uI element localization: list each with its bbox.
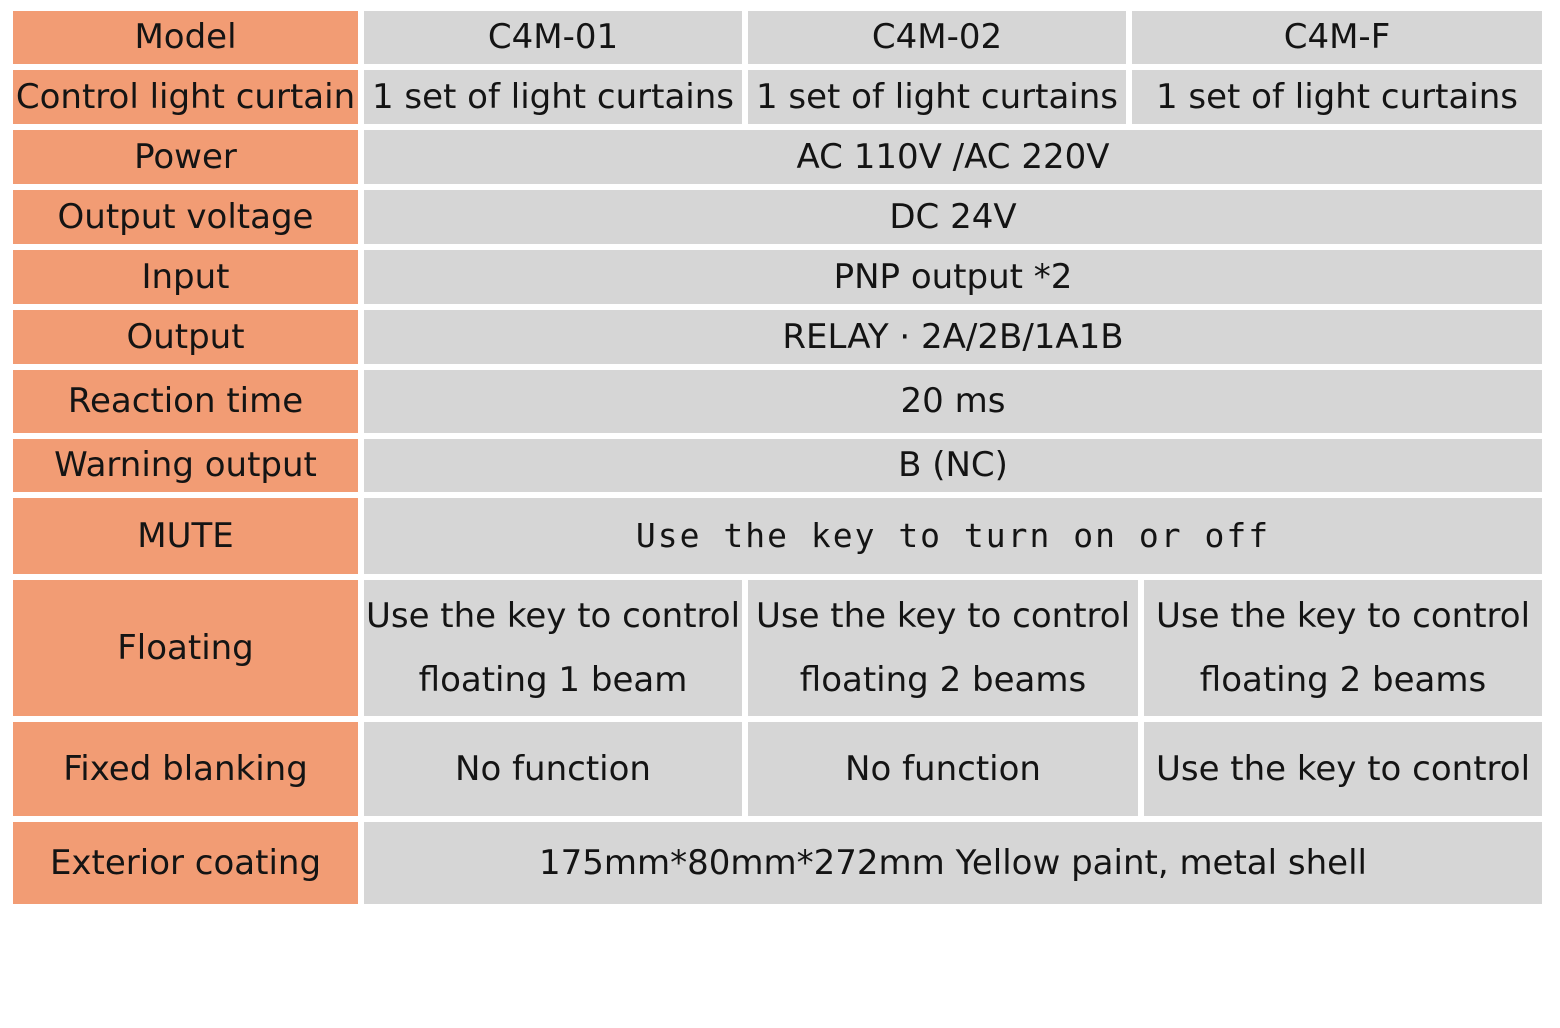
floating-value-3-line1: Use the key to control <box>1155 596 1531 636</box>
output-label <box>13 310 358 364</box>
reaction-time-value <box>364 370 1542 433</box>
power-value <box>364 130 1542 184</box>
fixed-blanking-label-text: Fixed blanking <box>63 748 308 789</box>
model-value-1 <box>364 11 742 64</box>
floating-value-1 <box>364 580 742 716</box>
exterior-coating-value <box>364 822 1542 904</box>
reaction-time-label <box>13 370 358 433</box>
power-label-text: Power <box>134 136 237 177</box>
input-label <box>13 250 358 304</box>
power-value-text: AC 110V /AC 220V <box>796 136 1110 177</box>
fixed-blanking-value-1 <box>364 722 742 816</box>
output-voltage-value <box>364 190 1542 244</box>
model-label-text: Model <box>134 17 237 58</box>
mute-value-text: Use the key to turn on or off <box>635 516 1271 556</box>
model-value-1-text: C4M-01 <box>487 17 619 58</box>
control-value-1 <box>364 70 742 124</box>
model-value-2 <box>748 11 1126 64</box>
input-value <box>364 250 1542 304</box>
fixed-blanking-value-2 <box>748 722 1138 816</box>
fixed-blanking-label <box>13 722 358 816</box>
output-label-text: Output <box>126 316 245 357</box>
control-label <box>13 70 358 124</box>
fixed-blanking-value-2-text: No function <box>845 748 1041 789</box>
control-value-1-text: 1 set of light curtains <box>371 76 735 117</box>
control-value-3-text: 1 set of light curtains <box>1155 76 1519 117</box>
control-value-2 <box>748 70 1126 124</box>
mute-label <box>13 498 358 574</box>
control-label-text: Control light curtain <box>15 76 356 117</box>
output-value-text: RELAY · 2A/2B/1A1B <box>782 316 1124 357</box>
exterior-coating-label-text: Exterior coating <box>49 842 322 883</box>
floating-value-2-line1: Use the key to control <box>755 596 1131 636</box>
warning-output-label-text: Warning output <box>54 445 317 486</box>
floating-value-3 <box>1144 580 1542 716</box>
exterior-coating-value-text: 175mm*80mm*272mm Yellow paint, metal shell <box>539 842 1367 883</box>
input-label-text: Input <box>141 256 230 297</box>
floating-value-1-line2: floating 1 beam <box>418 660 688 700</box>
floating-value-1-line1: Use the key to control <box>365 596 741 636</box>
floating-label <box>13 580 358 716</box>
control-value-2-text: 1 set of light curtains <box>755 76 1119 117</box>
floating-label-text: Floating <box>117 627 254 668</box>
fixed-blanking-value-1-text: No function <box>455 748 651 789</box>
output-voltage-label <box>13 190 358 244</box>
output-voltage-label-text: Output voltage <box>57 196 314 237</box>
warning-output-value <box>364 439 1542 492</box>
fixed-blanking-value-3-text: Use the key to control <box>1155 748 1531 789</box>
model-value-2-text: C4M-02 <box>871 17 1003 58</box>
floating-value-2-line2: floating 2 beams <box>799 660 1087 700</box>
input-value-text: PNP output *2 <box>833 256 1073 297</box>
model-label <box>13 11 358 64</box>
output-value <box>364 310 1542 364</box>
exterior-coating-label <box>13 822 358 904</box>
control-value-3 <box>1132 70 1542 124</box>
model-value-3 <box>1132 11 1542 64</box>
warning-output-label <box>13 439 358 492</box>
floating-value-2 <box>748 580 1138 716</box>
floating-value-3-line2: floating 2 beams <box>1199 660 1487 700</box>
reaction-time-label-text: Reaction time <box>67 381 304 422</box>
mute-value <box>364 498 1542 574</box>
warning-output-value-text: B (NC) <box>898 445 1008 486</box>
fixed-blanking-value-3 <box>1144 722 1542 816</box>
power-label <box>13 130 358 184</box>
reaction-time-value-text: 20 ms <box>900 381 1006 422</box>
model-value-3-text: C4M-F <box>1283 17 1391 58</box>
output-voltage-value-text: DC 24V <box>889 196 1017 237</box>
mute-label-text: MUTE <box>137 515 234 556</box>
